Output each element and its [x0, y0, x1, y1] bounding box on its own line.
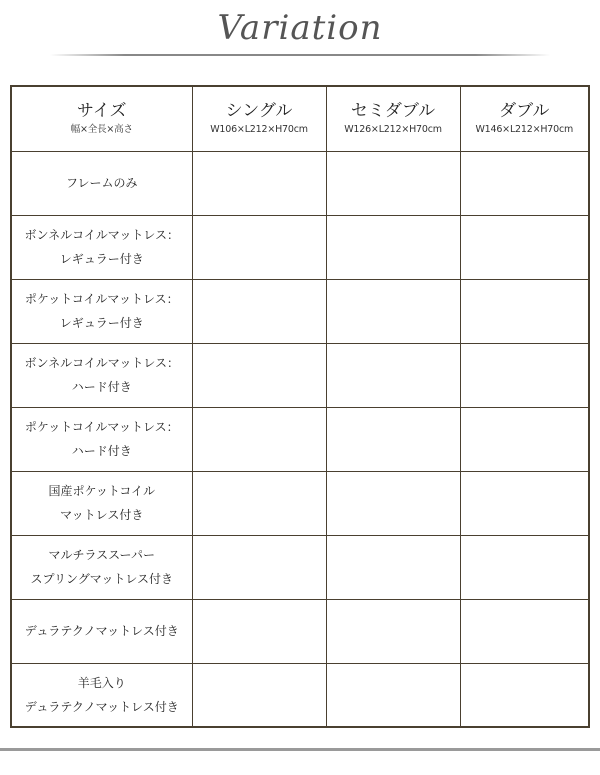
cell-single [192, 535, 326, 599]
cell-semi-double [326, 215, 460, 279]
row-label-line2: ハード付き [71, 380, 132, 394]
header-size-label: サイズ [76, 100, 127, 121]
header-semi-double-dims: W126×L212×H70cm [344, 123, 442, 135]
row-label-cell [11, 215, 192, 279]
header-semi-double-cell [326, 86, 460, 151]
row-label-cell [11, 151, 192, 215]
table-row [11, 279, 589, 343]
table-row [11, 407, 589, 471]
row-label-cell [11, 471, 192, 535]
header-single-dims: W106×L212×H70cm [210, 123, 308, 135]
header-double-cell [460, 86, 589, 151]
cell-double [460, 471, 589, 535]
row-label-cell [11, 599, 192, 663]
table-row [11, 663, 589, 727]
table-row [11, 151, 589, 215]
row-label-cell [11, 279, 192, 343]
row-label-cell [11, 407, 192, 471]
cell-single [192, 151, 326, 215]
table-header-row [11, 86, 589, 151]
header-single-label: シングル [225, 100, 293, 121]
row-label-line2: レギュラー付き [59, 252, 144, 266]
row-label-line1: ボンネルコイルマットレス： [24, 228, 179, 242]
row-label-line1: フレームのみ [65, 176, 138, 190]
header-double-label: ダブル [499, 100, 550, 121]
header-double-dims: W146×L212×H70cm [475, 123, 574, 135]
cell-semi-double [326, 151, 460, 215]
header-single-cell [192, 86, 326, 151]
cell-double [460, 279, 589, 343]
cell-semi-double [326, 279, 460, 343]
row-label-line2: スプリングマットレス付き [30, 572, 173, 586]
row-label-line2: デュラテクノマットレス付き [24, 699, 179, 714]
header-semi-double-label: セミダブル [350, 100, 436, 121]
cell-single [192, 279, 326, 343]
variation-table [10, 85, 590, 728]
header-size-sublabel: 幅×全長×高さ [70, 123, 133, 135]
row-label-line1: ポケットコイルマットレス： [24, 420, 179, 434]
title-underline [50, 54, 550, 56]
cell-double [460, 599, 589, 663]
row-label-cell [11, 535, 192, 599]
cell-double [460, 535, 589, 599]
footer-divider [0, 748, 600, 751]
table-row [11, 599, 589, 663]
row-label-line2: レギュラー付き [59, 316, 144, 330]
row-label-line1: ポケットコイルマットレス： [24, 292, 179, 306]
header-size-cell [11, 86, 192, 151]
cell-semi-double [326, 599, 460, 663]
row-label-cell [11, 343, 192, 407]
table-row [11, 343, 589, 407]
row-label-line1: マルチラススーパー [48, 548, 155, 562]
cell-single [192, 471, 326, 535]
cell-single [192, 407, 326, 471]
table-row [11, 535, 589, 599]
row-label-line1: ボンネルコイルマットレス： [24, 356, 179, 370]
row-label-line2: ハード付き [71, 444, 132, 458]
cell-semi-double [326, 471, 460, 535]
row-label-cell [11, 663, 192, 727]
row-label-line1: 羊毛入り [77, 675, 126, 690]
table-row [11, 471, 589, 535]
cell-semi-double [326, 407, 460, 471]
cell-double [460, 407, 589, 471]
cell-semi-double [326, 535, 460, 599]
cell-single [192, 215, 326, 279]
cell-single [192, 663, 326, 727]
page-title: Variation [217, 8, 383, 48]
row-label-line2: マットレス付き [60, 508, 144, 522]
cell-double [460, 343, 589, 407]
cell-semi-double [326, 343, 460, 407]
cell-double [460, 151, 589, 215]
table-row [11, 215, 589, 279]
cell-single [192, 343, 326, 407]
cell-double [460, 663, 589, 727]
cell-semi-double [326, 663, 460, 727]
row-label-line1: 国産ポケットコイル [48, 484, 156, 498]
cell-double [460, 215, 589, 279]
cell-single [192, 599, 326, 663]
row-label-line1: デュラテクノマットレス付き [24, 624, 179, 638]
